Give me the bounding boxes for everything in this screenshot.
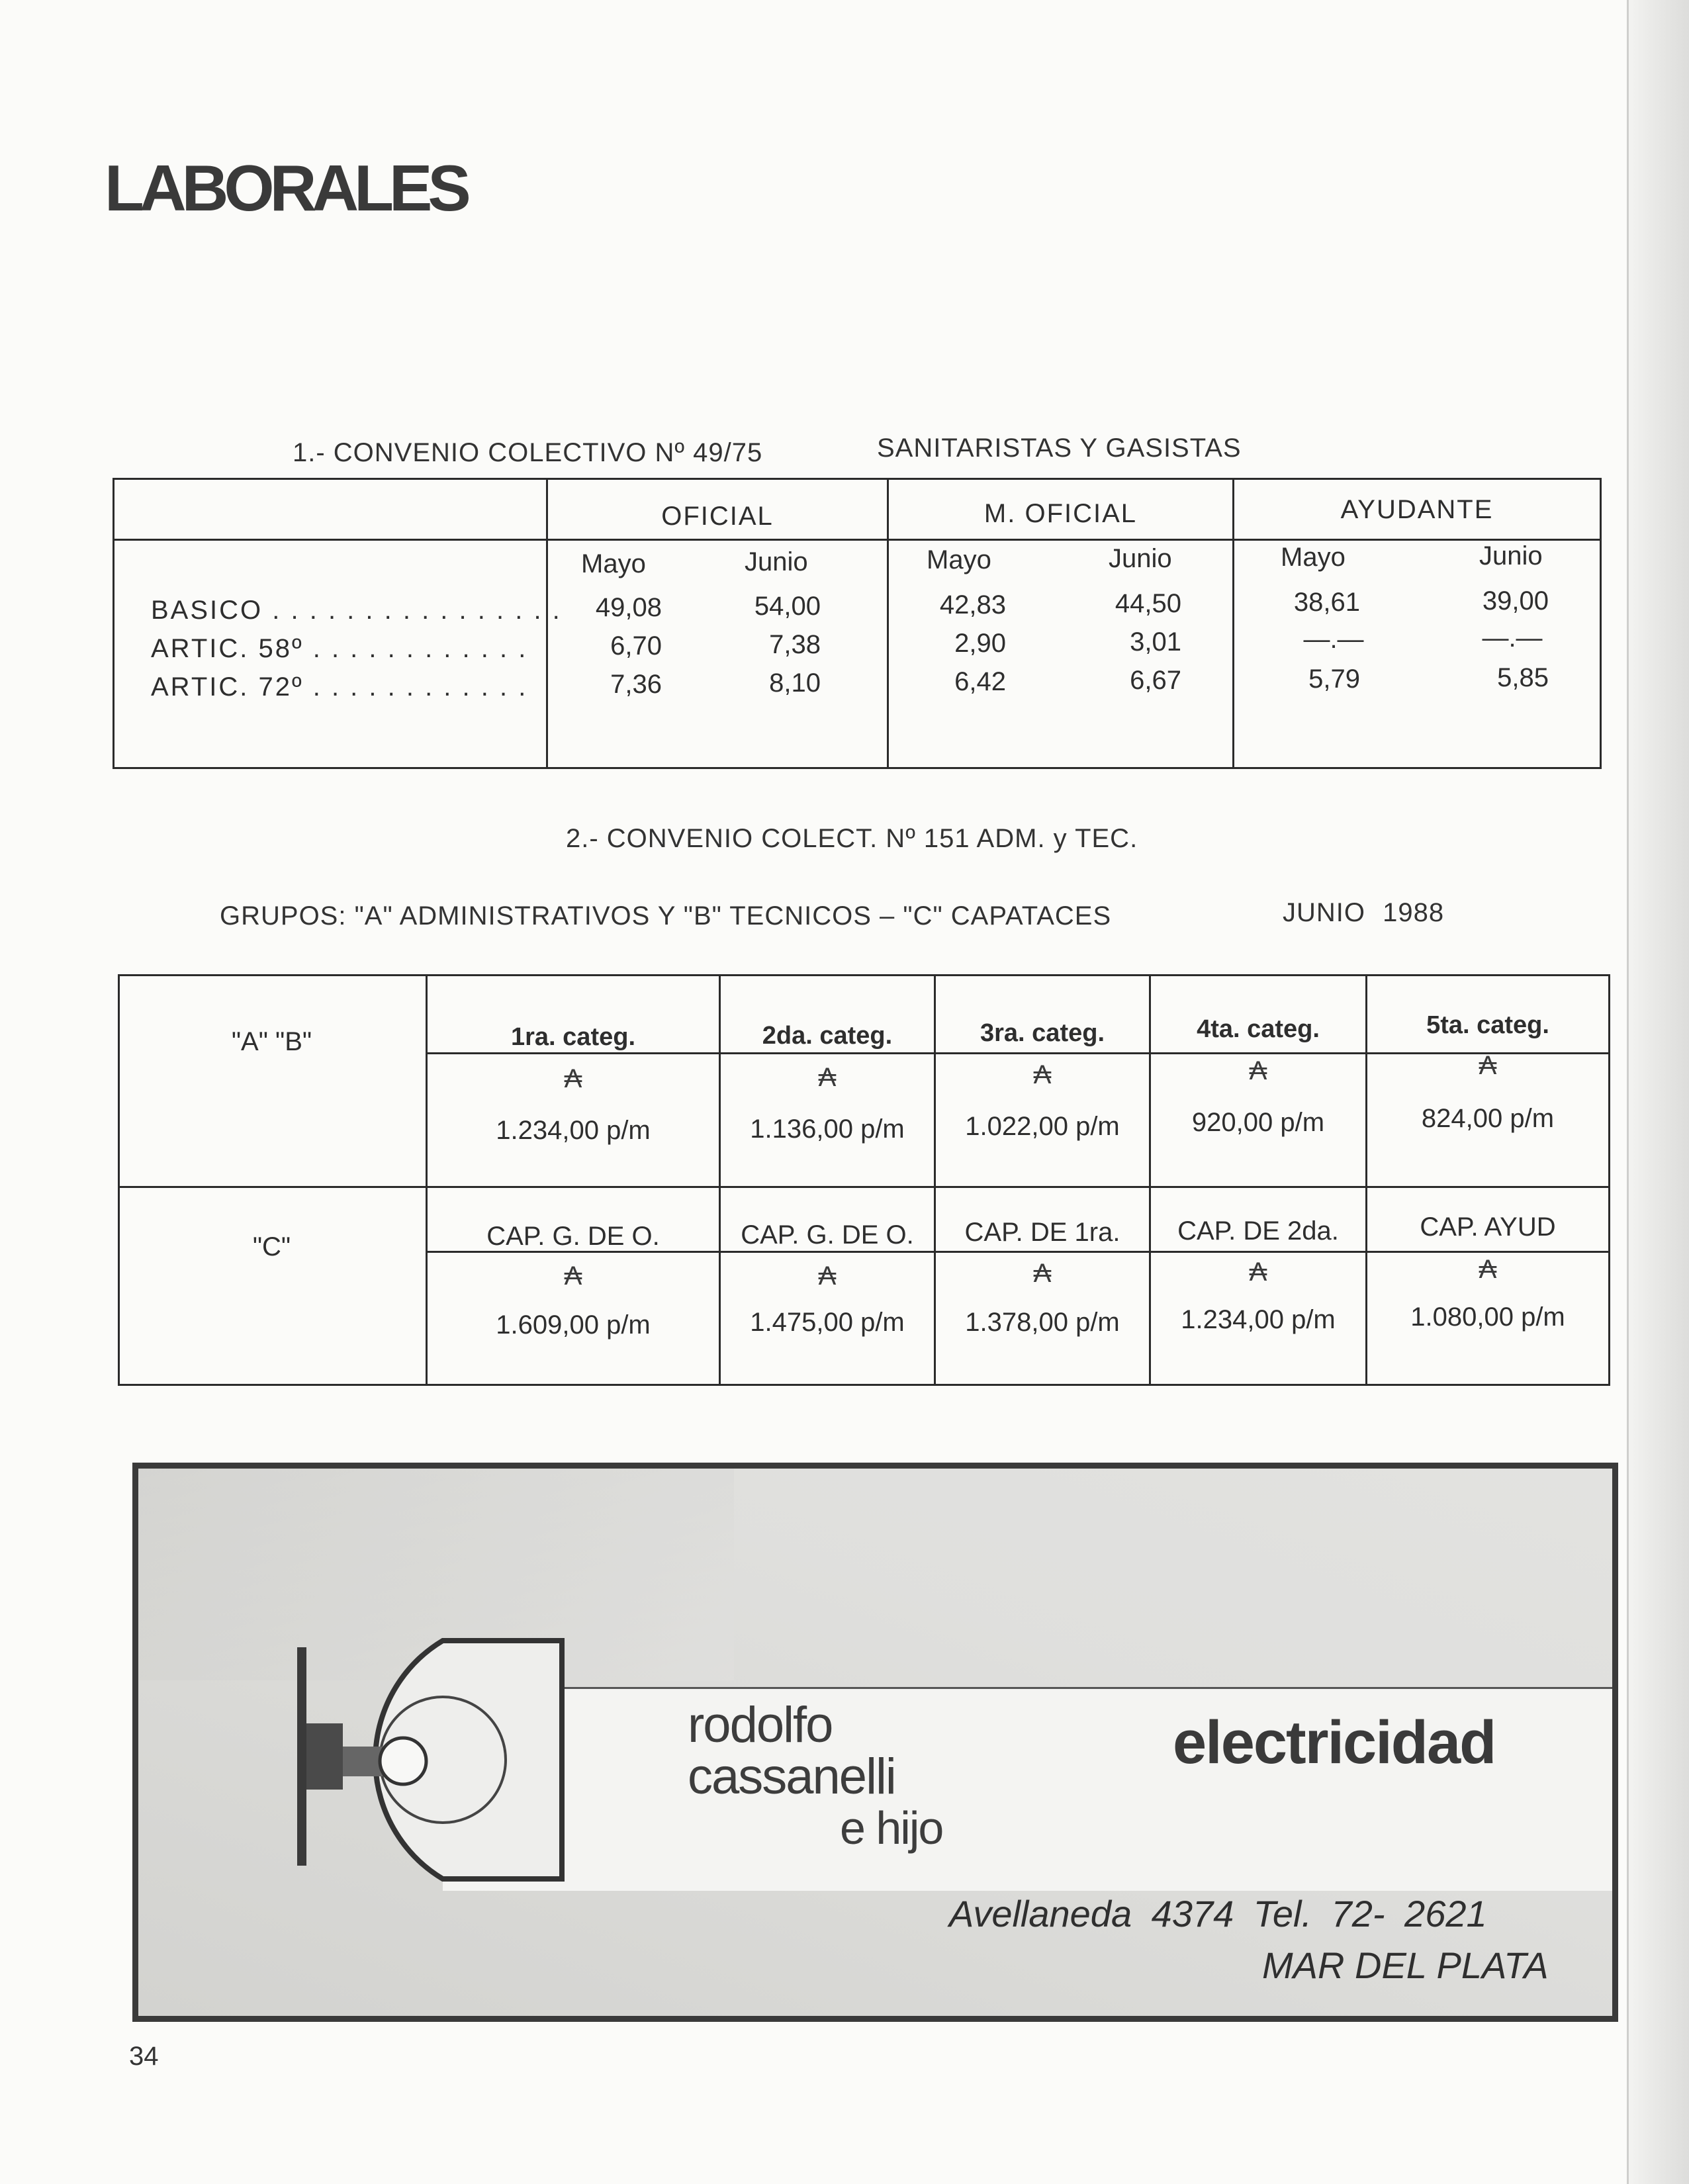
group-header-oficial: OFICIAL [661, 502, 774, 531]
currency-symbol: ₳ [1249, 1056, 1267, 1085]
section1-subject: SANITARISTAS Y GASISTAS [877, 433, 1242, 463]
currency-symbol: ₳ [564, 1261, 582, 1291]
page-edge [1627, 0, 1689, 2184]
table-border-left [113, 478, 114, 769]
month-header: Junio [1479, 541, 1543, 570]
page-number: 34 [129, 2042, 159, 2071]
ad-name-line2: cassanelli [688, 1749, 895, 1805]
salary-value: 1.022,00 p/m [965, 1112, 1120, 1141]
category-header: CAP. G. DE O. [741, 1220, 914, 1250]
value-cell: 54,00 [754, 592, 821, 621]
currency-symbol: ₳ [1249, 1257, 1267, 1287]
value-cell: 7,38 [769, 630, 821, 659]
month-header: Mayo [1281, 543, 1346, 572]
section2-heading: 2.- CONVENIO COLECT. Nº 151 ADM. y TEC. [566, 824, 1138, 853]
ad-address: Avellaneda 4374 Tel. 72- 2621 [949, 1893, 1487, 1934]
table-border-top [118, 974, 1610, 976]
month-header: Mayo [581, 549, 646, 578]
section2-date: JUNIO 1988 [1283, 898, 1445, 927]
value-cell: 5,85 [1497, 663, 1549, 692]
value-cell: 49,08 [595, 593, 662, 622]
ad-name-line3: e hijo [840, 1802, 943, 1854]
value-cell: 6,67 [1130, 666, 1181, 695]
ad-name-line1: rodolfo [688, 1697, 833, 1753]
currency-symbol: ₳ [564, 1064, 582, 1093]
value-cell: 44,50 [1115, 589, 1181, 618]
table-border-right [1600, 478, 1602, 769]
salary-value: 1.609,00 p/m [496, 1310, 651, 1340]
currency-symbol: ₳ [1479, 1051, 1497, 1080]
value-cell: 42,83 [939, 590, 1006, 619]
value-cell: —.— [1303, 625, 1364, 654]
value-cell: 3,01 [1130, 627, 1181, 657]
value-cell: 39,00 [1482, 586, 1549, 615]
month-header: Mayo [927, 545, 991, 574]
table-convenio-49-75 [113, 478, 1602, 769]
table-border-bottom [118, 1384, 1610, 1386]
ad-city: MAR DEL PLATA [1262, 1944, 1549, 1986]
salary-value: 920,00 p/m [1191, 1108, 1325, 1137]
category-header: CAP. G. DE O. [486, 1222, 660, 1251]
value-cell: —.— [1482, 623, 1543, 653]
value-cell: 38,61 [1293, 588, 1360, 617]
currency-symbol: ₳ [1033, 1259, 1052, 1288]
row-label-artic-58: ARTIC. 58º . . . . . . . . . . . . [151, 634, 528, 663]
section1-heading: 1.- CONVENIO COLECTIVO Nº 49/75 [293, 438, 763, 467]
value-cell: 5,79 [1308, 664, 1360, 694]
salary-value: 824,00 p/m [1421, 1104, 1555, 1133]
category-header: 5ta. categ. [1426, 1011, 1549, 1039]
currency-symbol: ₳ [818, 1261, 837, 1291]
table-row-divider [118, 1186, 1610, 1188]
salary-value: 1.234,00 p/m [496, 1116, 651, 1145]
group-header-ayudante: AYUDANTE [1340, 495, 1494, 524]
salary-value: 1.136,00 p/m [750, 1115, 905, 1144]
page-title: LABORALES [105, 152, 467, 224]
value-cell: 2,90 [954, 629, 1006, 658]
currency-symbol: ₳ [818, 1063, 837, 1092]
category-header: 2da. categ. [762, 1022, 893, 1050]
currency-symbol: ₳ [1033, 1060, 1052, 1089]
group-label-a-b: "A" "B" [231, 1027, 312, 1056]
row-label-artic-72: ARTIC. 72º . . . . . . . . . . . . [151, 672, 528, 702]
value-cell: 6,70 [610, 631, 662, 660]
value-cell: 7,36 [610, 670, 662, 699]
category-header: CAP. AYUD [1420, 1212, 1556, 1242]
value-cell: 6,42 [954, 667, 1006, 696]
ad-trade: electricidad [1173, 1709, 1496, 1776]
table-convenio-151 [118, 974, 1610, 1386]
salary-value: 1.475,00 p/m [750, 1308, 905, 1337]
table-header-rule [113, 539, 1602, 541]
lamp-icon [284, 1621, 575, 1899]
group-header-m-oficial: M. OFICIAL [983, 499, 1138, 528]
table-border-right [1608, 974, 1610, 1386]
advertisement [132, 1463, 1618, 2022]
category-header: 1ra. categ. [511, 1023, 635, 1051]
salary-value: 1.378,00 p/m [965, 1308, 1120, 1337]
category-header: 4ta. categ. [1197, 1015, 1320, 1043]
table-border-top [113, 478, 1602, 480]
category-header: CAP. DE 1ra. [964, 1218, 1120, 1247]
currency-symbol: ₳ [1479, 1255, 1497, 1284]
section2-groups-line: GRUPOS: "A" ADMINISTRATIVOS Y "B" TECNICOS – "C" CAPATACES [220, 901, 1112, 931]
month-header: Junio [1109, 544, 1172, 573]
row-label-basico: BASICO . . . . . . . . . . . . . . . . [151, 596, 562, 625]
group-label-c: "C" [252, 1232, 291, 1261]
salary-value: 1.234,00 p/m [1181, 1305, 1336, 1334]
month-header: Junio [745, 547, 808, 576]
category-header: 3ra. categ. [980, 1019, 1105, 1047]
value-cell: 8,10 [769, 668, 821, 698]
table-border-bottom [113, 767, 1602, 769]
salary-value: 1.080,00 p/m [1410, 1302, 1565, 1332]
category-header: CAP. DE 2da. [1177, 1216, 1339, 1246]
